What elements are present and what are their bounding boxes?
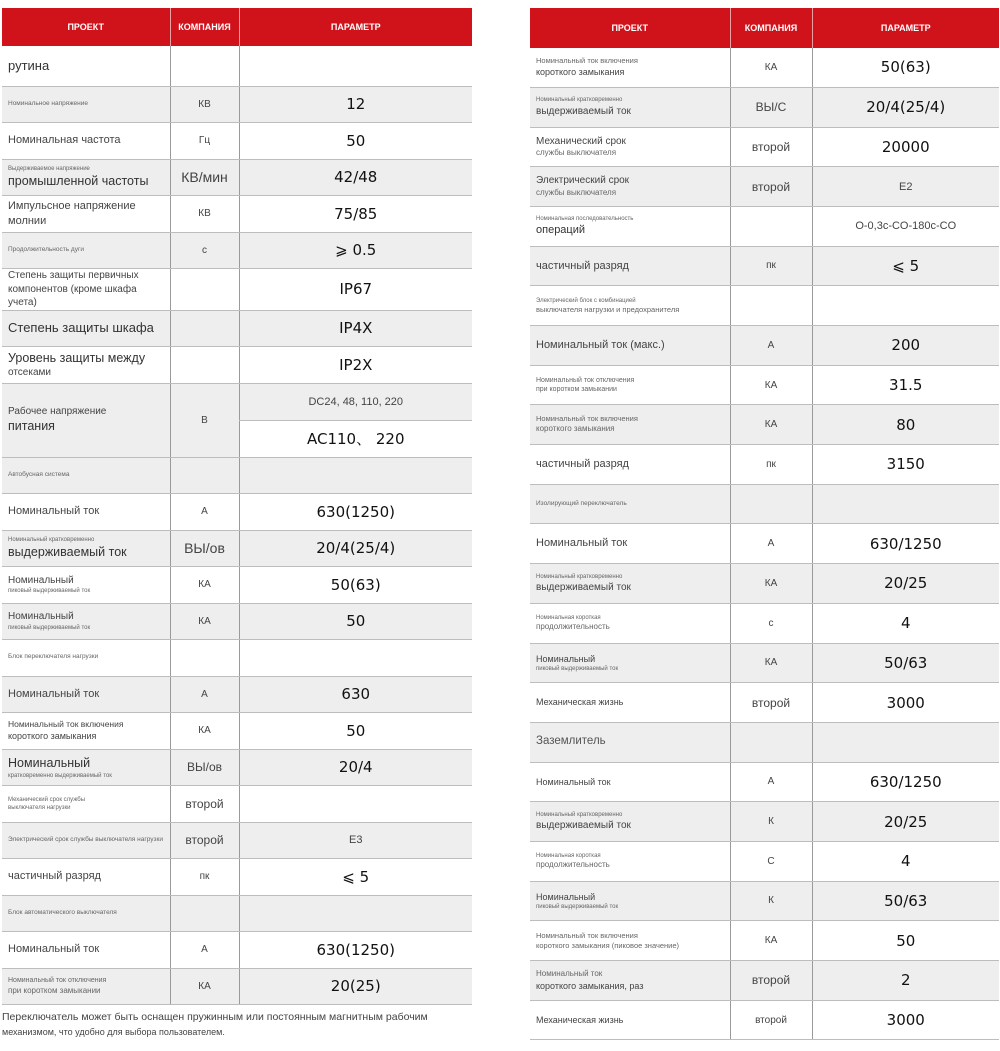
- row-unit: А: [730, 524, 812, 564]
- name-line1: Номинальный ток включения: [536, 56, 638, 66]
- row-value: ⩽ 5: [239, 859, 472, 896]
- name-small: Номинальная короткая: [536, 852, 601, 859]
- table-row: [530, 841, 999, 881]
- name-line2: короткого замыкания: [536, 67, 625, 78]
- row-unit: ВЫ/ов: [170, 530, 239, 567]
- row-unit: [170, 310, 239, 347]
- table-row: [2, 895, 472, 932]
- table-row: [2, 46, 472, 86]
- row-name: [2, 567, 170, 604]
- row-value: 12: [239, 86, 472, 123]
- row-unit: [170, 895, 239, 932]
- row-value: 50: [239, 123, 472, 160]
- table-row: [530, 167, 999, 207]
- name-small: Номинальный кратковременно: [536, 97, 623, 104]
- row-name: [530, 921, 730, 961]
- name-line1: Номинальный ток отключения: [8, 977, 107, 985]
- row-name: Номинальный ток: [2, 932, 170, 969]
- row-name: Механическая жизнь: [530, 683, 730, 723]
- name-line2: продолжительность: [536, 859, 610, 869]
- name-small: кратковременно выдерживаемый ток: [8, 772, 112, 779]
- section-earthing-switch: Заземлитель: [530, 722, 730, 762]
- row-name: [2, 713, 170, 750]
- row-unit: А: [170, 932, 239, 969]
- table-row: [2, 676, 472, 713]
- name-main: выдерживаемый ток: [8, 544, 127, 559]
- row-value: 50/63: [812, 643, 999, 683]
- table-row: [530, 326, 999, 366]
- row-unit: КВ: [170, 86, 239, 123]
- row-unit: второй: [730, 961, 812, 1001]
- row-value: ⩽ 5: [812, 246, 999, 286]
- row-unit: пк: [170, 859, 239, 896]
- row-unit: пк: [730, 246, 812, 286]
- row-value: 50(63): [812, 48, 999, 88]
- row-unit: [730, 484, 812, 524]
- row-value: O-0,3с-CO-180с-CO: [812, 206, 999, 246]
- table-header-row: [530, 8, 999, 48]
- table-header-row: [2, 8, 472, 46]
- name-line1: Номинальный ток: [536, 968, 603, 978]
- row-unit: ВЫ/С: [730, 87, 812, 127]
- table-row: [530, 445, 999, 485]
- name-line1: Номинальный ток отключения: [536, 376, 635, 384]
- row-value: 630: [239, 676, 472, 713]
- row-value: 630(1250): [239, 494, 472, 531]
- table-row: [530, 603, 999, 643]
- row-name: Номинальный ток: [2, 676, 170, 713]
- row-name: Номинальный ток: [530, 524, 730, 564]
- name-line2: при коротком замыкании: [8, 985, 101, 995]
- section-bus-system: Автобусная система: [2, 457, 170, 494]
- name-main: Номинальный: [8, 755, 91, 770]
- row-unit: КА: [170, 567, 239, 604]
- row-name: Механическая жизнь: [530, 1000, 730, 1040]
- name-line2: короткого замыкания: [536, 424, 615, 434]
- name-line2: короткого замыкания, раз: [536, 980, 644, 991]
- row-name: [530, 841, 730, 881]
- table-row: [530, 87, 999, 127]
- row-name: [2, 269, 170, 311]
- row-name: [2, 383, 170, 457]
- row-value: 50(63): [239, 567, 472, 604]
- table-row: [2, 457, 472, 494]
- section-circuit-breaker: Блок автоматического выключателя: [2, 895, 170, 932]
- name-line1: Механический срок: [536, 135, 626, 147]
- row-unit: [170, 457, 239, 494]
- row-name: [530, 643, 730, 683]
- name-line2: питания: [8, 419, 55, 434]
- row-unit: КА: [730, 921, 812, 961]
- header-parameter: ПАРАМЕТР: [812, 8, 999, 48]
- row-name: частичный разряд: [2, 859, 170, 896]
- row-value: 80: [812, 405, 999, 445]
- row-value: 20/25: [812, 564, 999, 604]
- row-value: ⩾ 0.5: [239, 232, 472, 269]
- row-name: Номинальное напряжение: [2, 86, 170, 123]
- row-name: рутина: [2, 46, 170, 86]
- row-name: Номинальный ток (макс.): [530, 326, 730, 366]
- table-row: [2, 123, 472, 160]
- row-name: Номинальный ток: [2, 494, 170, 531]
- table-row: [2, 822, 472, 859]
- row-unit: А: [170, 676, 239, 713]
- table-row: [530, 722, 999, 762]
- table-row: [2, 347, 472, 384]
- row-name: [530, 167, 730, 207]
- name-small: пиковый выдерживаемый ток: [536, 665, 619, 672]
- row-value: [239, 457, 472, 494]
- row-value: [812, 722, 999, 762]
- row-name: [2, 968, 170, 1005]
- table-row: [530, 246, 999, 286]
- table-row: [530, 802, 999, 842]
- header-parameter: ПАРАМЕТР: [239, 8, 472, 46]
- row-unit: К: [730, 802, 812, 842]
- name-line2: отсеками: [8, 367, 51, 379]
- table-row: [530, 484, 999, 524]
- row-value: 20/4: [239, 749, 472, 786]
- row-value: E3: [239, 822, 472, 859]
- name-small: Механический срок службы: [8, 796, 86, 803]
- table-row: [530, 881, 999, 921]
- row-value: 50: [239, 713, 472, 750]
- table-row: [2, 567, 472, 604]
- row-name: [530, 127, 730, 167]
- table-row: [530, 683, 999, 723]
- header-project: ПРОЕКТ: [2, 8, 170, 46]
- row-unit: А: [170, 494, 239, 531]
- name-line1: Уровень защиты между: [8, 350, 146, 365]
- name-line2: при коротком замыкании: [536, 386, 617, 394]
- table-row: [530, 643, 999, 683]
- name-main: выдерживаемый ток: [536, 105, 631, 117]
- row-name: частичный разряд: [530, 445, 730, 485]
- name-small: Номинальный кратковременно: [536, 811, 623, 818]
- name-line1: Степень защиты первичных: [8, 270, 139, 281]
- row-unit: с: [730, 603, 812, 643]
- row-unit: КА: [730, 405, 812, 445]
- table-row: [2, 530, 472, 567]
- name-main: операций: [536, 223, 586, 236]
- row-value-ac: AC110、 220: [239, 420, 472, 457]
- name-small: пиковый выдерживаемый ток: [536, 903, 619, 910]
- row-unit: А: [730, 762, 812, 802]
- row-value: 50/63: [812, 881, 999, 921]
- name-line2: компонентов (кроме шкафа учета): [8, 283, 137, 308]
- row-unit: [170, 269, 239, 311]
- row-value: 31.5: [812, 365, 999, 405]
- row-name: Продолжительность дуги: [2, 232, 170, 269]
- row-name: [530, 564, 730, 604]
- name-small: пиковый выдерживаемый ток: [8, 624, 91, 631]
- row-value: 630(1250): [239, 932, 472, 969]
- row-unit: К: [730, 881, 812, 921]
- left-spec-table: [2, 8, 472, 1005]
- table-row: [2, 603, 472, 640]
- row-unit: [730, 722, 812, 762]
- row-unit: КА: [730, 48, 812, 88]
- row-unit: [730, 206, 812, 246]
- table-row: [2, 713, 472, 750]
- row-value: E2: [812, 167, 999, 207]
- header-company: КОМПАНИЯ: [730, 8, 812, 48]
- row-value: 630/1250: [812, 762, 999, 802]
- row-unit: КА: [730, 643, 812, 683]
- row-unit: второй: [730, 127, 812, 167]
- row-name: Степень защиты шкафа: [2, 310, 170, 347]
- row-unit: КА: [170, 603, 239, 640]
- table-row: [530, 921, 999, 961]
- name-small: пиковый выдерживаемый ток: [8, 588, 91, 595]
- row-value: [239, 895, 472, 932]
- table-row: [530, 127, 999, 167]
- row-name: частичный разряд: [530, 246, 730, 286]
- table-row: [530, 762, 999, 802]
- name-line1: Номинальный ток включения: [8, 718, 124, 729]
- name-line1: Электрический срок: [536, 175, 630, 187]
- row-value: 3000: [812, 683, 999, 723]
- row-name: [530, 365, 730, 405]
- row-value: 20/4(25/4): [812, 87, 999, 127]
- footnote-line1: Переключатель может быть оснащен пружинным или постоянным магнитным рабочим: [2, 1011, 428, 1023]
- table-row: [2, 86, 472, 123]
- name-line1: Номинальный ток включения: [536, 930, 638, 940]
- table-row: [2, 786, 472, 823]
- row-value: 42/48: [239, 159, 472, 196]
- row-unit: второй: [730, 1000, 812, 1040]
- row-value: IP2X: [239, 347, 472, 384]
- row-value: 75/85: [239, 196, 472, 233]
- row-unit: КВ/мин: [170, 159, 239, 196]
- row-name: [530, 48, 730, 88]
- row-unit: С: [730, 841, 812, 881]
- row-unit: Гц: [170, 123, 239, 160]
- row-name: Номинальная частота: [2, 123, 170, 160]
- name-line1: Номинальный ток включения: [536, 414, 638, 424]
- row-unit: КА: [730, 564, 812, 604]
- table-row: [2, 310, 472, 347]
- row-value: 3150: [812, 445, 999, 485]
- name-small-b: выключателя нагрузки и предохранителя: [536, 304, 680, 314]
- row-value: IP4X: [239, 310, 472, 347]
- row-name: [530, 961, 730, 1001]
- row-value: 20/25: [812, 802, 999, 842]
- row-value: [812, 484, 999, 524]
- name-line2: продолжительность: [536, 621, 610, 631]
- name-main: Номинальный: [536, 891, 596, 902]
- table-row: [2, 640, 472, 677]
- row-unit: В: [170, 383, 239, 457]
- name-main: Номинальный: [536, 653, 596, 664]
- table-row: [530, 524, 999, 564]
- row-unit: с: [170, 232, 239, 269]
- table-row: [530, 206, 999, 246]
- row-name: [530, 603, 730, 643]
- table-row: [530, 405, 999, 445]
- row-name: [2, 347, 170, 384]
- table-row: [530, 286, 999, 326]
- row-value: 3000: [812, 1000, 999, 1040]
- name-small: Электрический блок с комбинацией: [536, 297, 636, 304]
- name-main: выдерживаемый ток: [536, 581, 631, 593]
- name-small: Номинальная короткая: [536, 614, 601, 621]
- row-unit: пк: [730, 445, 812, 485]
- name-small-b: выключателя нагрузки: [8, 804, 71, 811]
- section-load-switch: Блок переключателя нагрузки: [2, 640, 170, 677]
- row-value-dc: DC24, 48, 110, 220: [239, 383, 472, 420]
- name-main: Номинальный: [8, 611, 74, 623]
- name-line2: службы выключателя: [536, 187, 617, 197]
- row-value: 4: [812, 603, 999, 643]
- name-main: выдерживаемый ток: [536, 819, 631, 831]
- table-row: [2, 196, 472, 233]
- row-value: [239, 786, 472, 823]
- table-row: [2, 232, 472, 269]
- row-name: [530, 802, 730, 842]
- table-row: [530, 961, 999, 1001]
- row-value: 20(25): [239, 968, 472, 1005]
- row-name: Электрический срок службы выключателя нагрузки: [2, 822, 170, 859]
- row-unit: КВ: [170, 196, 239, 233]
- row-value: IP67: [239, 269, 472, 311]
- table-row: [530, 48, 999, 88]
- table-row: [530, 365, 999, 405]
- row-name: [2, 749, 170, 786]
- row-value: 200: [812, 326, 999, 366]
- row-value: 50: [812, 921, 999, 961]
- row-name: [530, 405, 730, 445]
- row-value: 4: [812, 841, 999, 881]
- row-value: [239, 640, 472, 677]
- table-row: [530, 564, 999, 604]
- table-row: [2, 269, 472, 311]
- row-unit: [170, 347, 239, 384]
- table-row: [2, 383, 472, 420]
- row-unit: второй: [730, 683, 812, 723]
- footnote-line2: механизмом, что удобно для выбора пользователем.: [2, 1026, 225, 1037]
- row-unit: [170, 46, 239, 86]
- row-unit: [170, 640, 239, 677]
- row-unit: [730, 286, 812, 326]
- name-small: Номинальный кратковременно: [536, 573, 623, 580]
- row-unit: второй: [170, 822, 239, 859]
- name-line2: короткого замыкания (пиковое значение): [536, 940, 680, 950]
- table-row: [2, 932, 472, 969]
- name-line2: короткого замыкания: [8, 731, 97, 742]
- row-name: [2, 530, 170, 567]
- name-line1: Рабочее напряжение: [8, 405, 107, 417]
- table-row: [2, 749, 472, 786]
- row-value: 50: [239, 603, 472, 640]
- name-line2: службы выключателя: [536, 148, 617, 158]
- footnote: [2, 1010, 472, 1039]
- table-row: [2, 859, 472, 896]
- row-name: [2, 159, 170, 196]
- row-name: Номинальный ток: [530, 762, 730, 802]
- row-name: [530, 87, 730, 127]
- row-name: [2, 603, 170, 640]
- row-value: 20/4(25/4): [239, 530, 472, 567]
- row-value: [239, 46, 472, 86]
- name-main: Номинальный: [8, 574, 74, 586]
- table-row: [2, 159, 472, 196]
- section-isolating-switch: Изолирующий переключатель: [530, 484, 730, 524]
- row-value: 630/1250: [812, 524, 999, 564]
- row-value: [812, 286, 999, 326]
- row-value: 20000: [812, 127, 999, 167]
- table-row: [2, 968, 472, 1005]
- right-spec-table: [530, 8, 999, 1040]
- row-name: Импульсное напряжение молнии: [2, 196, 170, 233]
- row-unit: КА: [170, 713, 239, 750]
- header-project: ПРОЕКТ: [530, 8, 730, 48]
- header-company: КОМПАНИЯ: [170, 8, 239, 46]
- name-main: промышленной частоты: [8, 173, 149, 188]
- row-name: [2, 786, 170, 823]
- row-name: [530, 206, 730, 246]
- name-small: Номинальный кратковременно: [8, 536, 95, 543]
- row-name: [530, 286, 730, 326]
- row-unit: второй: [170, 786, 239, 823]
- row-unit: КА: [170, 968, 239, 1005]
- name-small: Выдерживаемое напряжение: [8, 165, 90, 172]
- table-row: [2, 494, 472, 531]
- row-value: 2: [812, 961, 999, 1001]
- row-name: [530, 881, 730, 921]
- row-unit: КА: [730, 365, 812, 405]
- row-unit: ВЫ/ов: [170, 749, 239, 786]
- table-row: [530, 1000, 999, 1040]
- row-unit: А: [730, 326, 812, 366]
- row-unit: второй: [730, 167, 812, 207]
- name-small: Номинальная последовательность: [536, 215, 634, 222]
